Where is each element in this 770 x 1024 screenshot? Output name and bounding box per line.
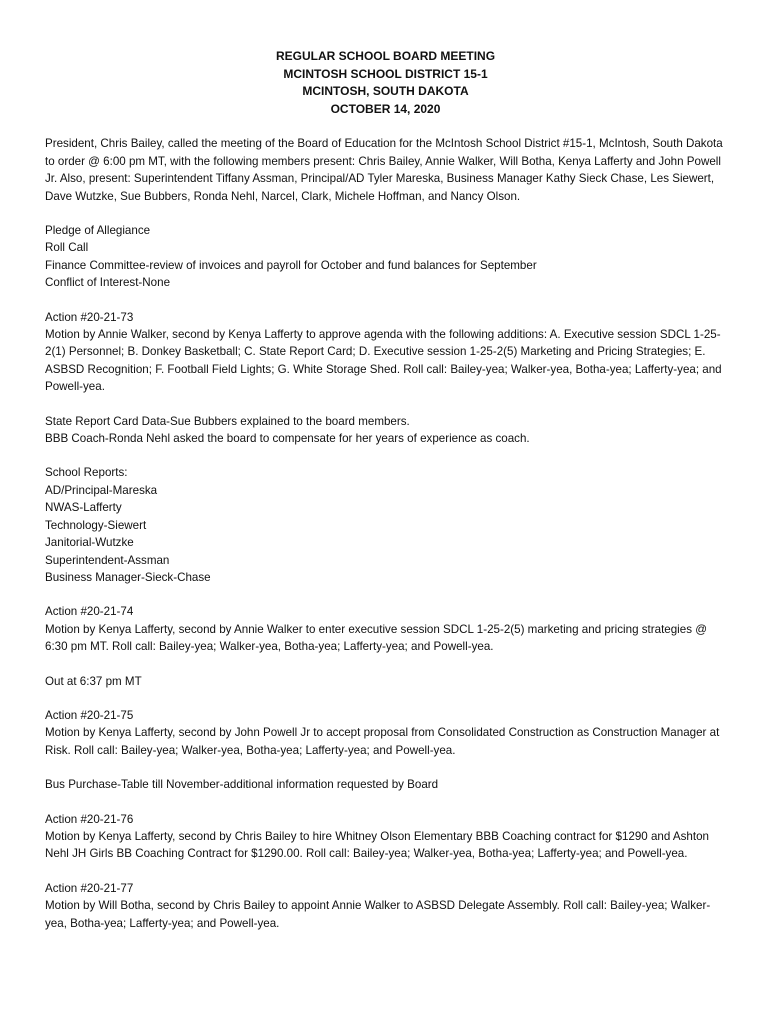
action-20-21-75 (45, 707, 726, 759)
agenda-item: Pledge of Allegiance (45, 224, 151, 237)
opening-text: President, Chris Bailey, called the meeting of the Board of Education for the McIntosh School District #15-1, McIntosh, South Dakota to order @ 6:00 pm MT, with the following members present: Chris Bailey, Annie Walker, Will Botha, Kenya Lafferty and John Powell Jr. Also, present: Superintendent Tiffany Assman, Principal/AD Tyler Mareska, Business Manager Kathy Sieck Chase, Les Siewert, Dave Wutzke, Sue Bubbers, Ronda Nehl, Narcel, Clark, Michele Hoffman, and Nancy Olson. (45, 137, 723, 203)
report-item: Business Manager-Sieck-Chase (45, 570, 211, 584)
report-item: NWAS-Lafferty (45, 501, 122, 515)
action-title: Action #20-21-76 (45, 812, 134, 826)
agenda-list (45, 222, 726, 292)
action-20-21-77 (45, 880, 726, 932)
note-item: BBB Coach-Ronda Nehl asked the board to compensate for her years of experience as coach. (45, 432, 530, 446)
header-district: MCINTOSH SCHOOL DISTRICT 15-1 (283, 66, 488, 81)
action-20-21-74 (45, 603, 726, 655)
action-text: Motion by Kenya Lafferty, second by Annie Walker to enter executive session SDCL 1-25-2(5) marketing and pricing strategies @ 6:30 pm MT. Roll call: Bailey-yea; Walker-yea, Botha-yea; Lafferty-yea; and Powell-yea. (45, 622, 707, 654)
action-text: Motion by Annie Walker, second by Kenya Lafferty to approve agenda with the following additions: A. Executive session SDCL 1-25-2(1) Personnel; B. Donkey Basketball; C. State Report Card; D. Executive session 1-25-2(5) Marketing and Pricing Strategies; E. ASBSD Recognition; F. Football Field Lights; G. White Storage Shed. Roll call: Bailey-yea; Walker-yea, Botha-yea; Lafferty-yea; and Powell-yea. (45, 328, 722, 394)
notes-section (45, 413, 726, 448)
school-reports-heading: School Reports: (45, 466, 128, 480)
opening-paragraph (45, 135, 726, 205)
action-title: Action #20-21-77 (45, 881, 134, 895)
report-item: AD/Principal-Mareska (45, 483, 158, 497)
out-time: Out at 6:37 pm MT (45, 674, 142, 688)
header-date: OCTOBER 14, 2020 (330, 101, 441, 116)
action-title: Action #20-21-73 (45, 310, 134, 324)
agenda-item: Finance Committee-review of invoices and payroll for October and fund balances for September (45, 258, 537, 272)
header-location: MCINTOSH, SOUTH DAKOTA (302, 84, 469, 99)
agenda-item: Conflict of Interest-None (45, 276, 171, 290)
bus-purchase-section (45, 776, 726, 793)
action-20-21-73 (45, 309, 726, 396)
action-title: Action #20-21-74 (45, 605, 134, 619)
report-item: Janitorial-Wutzke (45, 536, 134, 550)
school-reports-section (45, 464, 726, 586)
agenda-item: Roll Call (45, 241, 89, 255)
action-title: Action #20-21-75 (45, 708, 134, 722)
report-item: Technology-Siewert (45, 518, 147, 532)
bus-purchase-note: Bus Purchase-Table till November-additional information requested by Board (45, 778, 439, 792)
header-title: REGULAR SCHOOL BOARD MEETING (275, 49, 496, 63)
report-item: Superintendent-Assman (45, 553, 170, 567)
action-text: Motion by Kenya Lafferty, second by Chris Bailey to hire Whitney Olson Elementary BBB Coaching contract for $1290 and Ashton Nehl JH Girls BB Coaching Contract for $1290.00. Roll call: Bailey-yea; Walker-yea, Botha-yea; Lafferty-yea; and Powell-yea. (45, 829, 709, 861)
action-text: Motion by Will Botha, second by Chris Bailey to appoint Annie Walker to ASBSD Delegate Assembly. Roll call: Bailey-yea; Walker-yea, Botha-yea; Lafferty-yea; and Powell-yea. (45, 899, 711, 930)
document-header (45, 48, 726, 118)
action-text: Motion by Kenya Lafferty, second by John Powell Jr to accept proposal from Consolidated Construction as Construction Manager at Risk. Roll call: Bailey-yea; Walker-yea, Botha-yea; Lafferty-yea; and Powell-yea. (45, 726, 720, 757)
note-item: State Report Card Data-Sue Bubbers explained to the board members. (45, 414, 410, 428)
action-20-21-76 (45, 811, 726, 863)
out-time-section (45, 673, 726, 690)
